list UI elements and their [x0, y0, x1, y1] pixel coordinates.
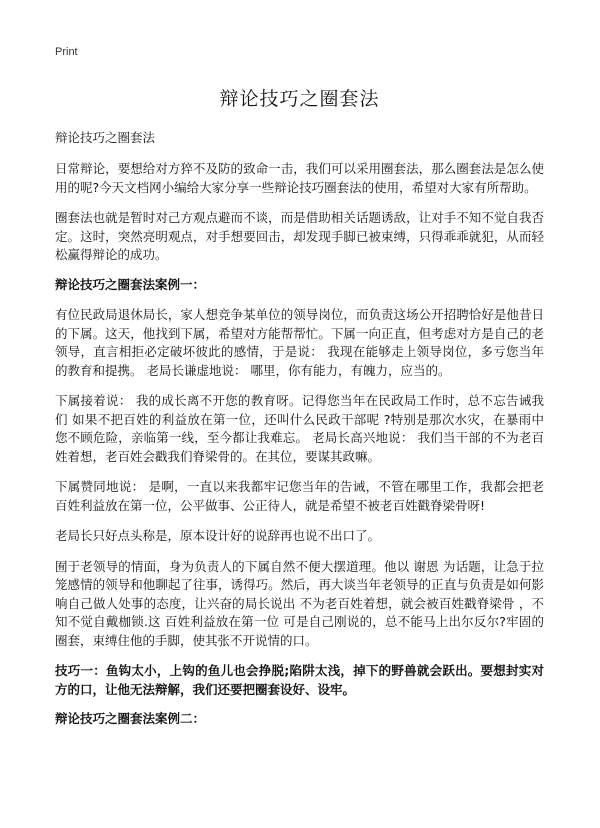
paragraph-case-one-analysis: 囿于老领导的情面，身为负责人的下属自然不便大摆道理。他以 谢恩 为话题，让急于拉笼感情的领导和他聊起了往事，诱得巧。然后，再大谈当年老领导的正直与负责是如何影响自己做人处事的态度，让兴奋的局长说出 不为老百姓着想，就会被百姓戳脊梁骨 ，不知不觉自戴枷锁.这 百姓利益放在第一位 可是自己刚说的，总不能马上出尔反尔?牢固的圈套，束缚住他的手脚，使其张不开说情的口。: [55, 558, 544, 648]
paragraph-tip-one: 技巧一：鱼钩太小，上钩的鱼儿也会挣脱;陷阱太浅，掉下的野兽就会跃出。要想封实对方的口，让他无法辩解，我们还要把圈套设好、设牢。: [55, 663, 544, 697]
paragraph-intro: 日常辩论，要想给对方猝不及防的致命一击，我们可以采用圈套法，那么圈套法是怎么使用的呢?今天文档网小编给大家分享一些辩论技巧圈套法的使用，希望对大家有所帮助。: [55, 161, 544, 195]
paragraph-case-one-result: 老局长只好点头称是，原本设计好的说辞再也说不出口了。: [55, 528, 381, 543]
heading-case-two: 辩论技巧之圈套法案例二：: [55, 711, 206, 726]
paragraph-case-one-story: 有位民政局退休局长，家人想竞争某单位的领导岗位，而负责这场公开招聘恰好是他昔日的下属。这天，他找到下属，希望对方能帮帮忙。下属一向正直，但考虑对方是自己的老领导，直言相拒必定破坏彼此的感情，于是说： 我现在能够走上领导岗位，多亏您当年的教育和提携。 老局长谦虚地说： 哪里，你有能力，有魄力，应当的。: [55, 307, 544, 378]
document-subtitle: 辩论技巧之圈套法: [55, 130, 156, 145]
paragraph-case-one-reply: 下属赞同地说： 是啊，一直以来我都牢记您当年的告诫，不管在哪里工作，我都会把老百姓利益放在第一位，公平做事、公正待人，就是希望不被老百姓戳脊梁骨呀!: [55, 479, 544, 513]
paragraph-case-one-dialogue: 下属接着说： 我的成长离不开您的教育呀。记得您当年在民政局工作时，总不忘告诫我们 如果不把百姓的利益放在第一位，还叫什么民政干部呢 ?特别是那次水灾，在暴雨中您不顾危险，亲临第一线，至今都让我难忘。 老局长高兴地说： 我们当干部的不为老百姓着想，老百姓会戳我们脊梁骨的。在其位，要谋其政嘛。: [55, 393, 544, 464]
document-title: 辩论技巧之圈套法: [219, 88, 380, 110]
heading-case-one: 辩论技巧之圈套法案例一：: [55, 276, 206, 292]
paragraph-definition: 圈套法也就是暂时对己方观点避而不谈，而是借助相关话题诱敌，让对手不知不觉自我否定。这时，突然亮明观点，对手想要回击，却发现手脚已被束缚，只得乖乖就犯，从而轻松赢得辩论的成功。: [55, 210, 544, 262]
print-label: Print: [55, 46, 78, 58]
